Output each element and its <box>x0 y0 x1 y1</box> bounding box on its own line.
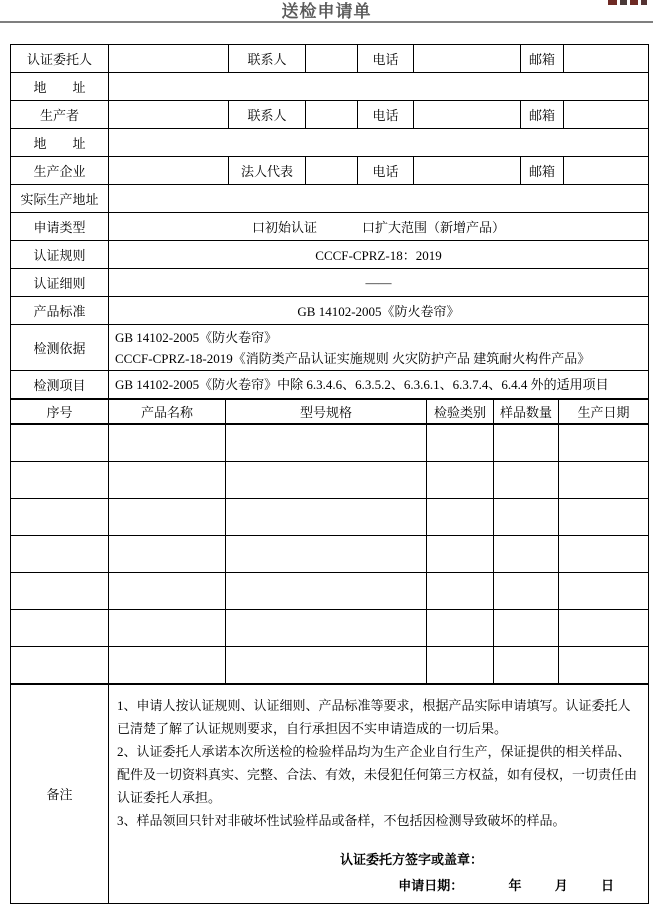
application-date-line[interactable] <box>117 874 638 897</box>
producer-phone-label: 电话 <box>358 101 414 129</box>
cropped-corner-logo-icon <box>608 0 647 5</box>
cell-seq[interactable] <box>11 498 109 535</box>
manufacturer-legal-label: 法人代表 <box>229 157 306 185</box>
cell-seq[interactable] <box>11 572 109 609</box>
test-basis-line2: CCCF-CPRZ-18-2019《消防类产品认证实施规则 火灾防护产品 建筑耐火构件产品》 <box>115 350 591 366</box>
info-table <box>10 44 649 399</box>
row-product-standard <box>11 297 649 325</box>
client-phone-field[interactable] <box>414 45 521 73</box>
manufacturer-label: 生产企业 <box>11 157 109 185</box>
test-basis-line1: GB 14102-2005《防火卷帘》 <box>115 329 278 345</box>
product-row <box>11 646 649 683</box>
cell-production-date[interactable] <box>559 498 649 535</box>
client-email-label: 邮箱 <box>521 45 564 73</box>
cell-model-spec[interactable] <box>226 609 427 646</box>
producer-phone-field[interactable] <box>414 101 521 129</box>
product-row <box>11 498 649 535</box>
cell-product-name[interactable] <box>109 424 226 461</box>
cell-sample-qty[interactable] <box>494 572 559 609</box>
manufacturer-phone-field[interactable] <box>414 157 521 185</box>
row-producer-address <box>11 129 649 157</box>
remarks-table <box>10 683 649 904</box>
client-address-field[interactable] <box>109 73 649 101</box>
cert-rule-value: CCCF-CPRZ-18：2019 <box>109 241 649 269</box>
row-cert-rule <box>11 241 649 269</box>
cell-production-date[interactable] <box>559 646 649 683</box>
cell-production-date[interactable] <box>559 609 649 646</box>
cell-seq[interactable] <box>11 609 109 646</box>
cell-sample-qty[interactable] <box>494 646 559 683</box>
cell-test-category[interactable] <box>427 535 494 572</box>
manufacturer-email-field[interactable] <box>564 157 649 185</box>
client-value-field[interactable] <box>109 45 229 73</box>
row-producer <box>11 101 649 129</box>
producer-address-label: 地 址 <box>11 129 109 157</box>
cert-rule-label: 认证规则 <box>11 241 109 269</box>
cell-test-category[interactable] <box>427 609 494 646</box>
cell-product-name[interactable] <box>109 461 226 498</box>
cell-sample-qty[interactable] <box>494 498 559 535</box>
product-standard-label: 产品标准 <box>11 297 109 325</box>
row-actual-address <box>11 185 649 213</box>
cell-sample-qty[interactable] <box>494 424 559 461</box>
producer-label: 生产者 <box>11 101 109 129</box>
remarks-note-1: 1、申请人按认证规则、认证细则、产品标准等要求，根据产品实际申请填写。认证委托人已清楚了解了认证规则要求，自行承担因不实申请造成的一切后果。 <box>117 697 631 736</box>
client-label: 认证委托人 <box>11 45 109 73</box>
cert-detail-label: 认证细则 <box>11 269 109 297</box>
client-address-label: 地 址 <box>11 73 109 101</box>
cell-seq[interactable] <box>11 646 109 683</box>
month-label: 月 <box>554 877 568 893</box>
remarks-note-2: 2、认证委托人承诺本次所送检的检验样品均为生产企业自行生产，保证提供的相关样品、配件及一切资料真实、完整、合法、有效，未侵犯任何第三方权益，如有侵权，一切责任由认证委托人承担。 <box>117 743 638 805</box>
row-certification-client <box>11 45 649 73</box>
cell-product-name[interactable] <box>109 646 226 683</box>
actual-address-field[interactable] <box>109 185 649 213</box>
cell-test-category[interactable] <box>427 572 494 609</box>
cell-production-date[interactable] <box>559 424 649 461</box>
product-row <box>11 572 649 609</box>
product-row <box>11 424 649 461</box>
col-header-test-category: 检验类别 <box>427 399 494 424</box>
actual-address-label: 实际生产地址 <box>11 185 109 213</box>
application-type-label: 申请类型 <box>11 213 109 241</box>
signature-line[interactable] <box>117 848 638 871</box>
cell-production-date[interactable] <box>559 572 649 609</box>
cell-seq[interactable] <box>11 424 109 461</box>
cell-test-category[interactable] <box>427 424 494 461</box>
cell-model-spec[interactable] <box>226 572 427 609</box>
row-test-basis <box>11 325 649 371</box>
cell-test-category[interactable] <box>427 498 494 535</box>
product-row <box>11 535 649 572</box>
cell-product-name[interactable] <box>109 535 226 572</box>
row-application-type <box>11 213 649 241</box>
producer-email-label: 邮箱 <box>521 101 564 129</box>
remarks-note-3: 3、样品领回只针对非破坏性试验样品或备样，不包括因检测导致破坏的样品。 <box>117 812 566 828</box>
product-row <box>11 609 649 646</box>
checkbox-initial-certification[interactable]: 口初始认证 <box>251 220 317 235</box>
col-header-production-date: 生产日期 <box>559 399 649 424</box>
page-title: 送检申请单 <box>281 2 372 21</box>
client-contact-label: 联系人 <box>229 45 306 73</box>
client-contact-field[interactable] <box>306 45 358 73</box>
producer-contact-label: 联系人 <box>229 101 306 129</box>
cell-sample-qty[interactable] <box>494 535 559 572</box>
cell-model-spec[interactable] <box>226 498 427 535</box>
cell-test-category[interactable] <box>427 646 494 683</box>
remarks-row <box>11 684 649 904</box>
year-label: 年 <box>508 877 522 893</box>
cell-seq[interactable] <box>11 535 109 572</box>
manufacturer-legal-field[interactable] <box>306 157 358 185</box>
cell-model-spec[interactable] <box>226 535 427 572</box>
col-header-sample-qty: 样品数量 <box>494 399 559 424</box>
manufacturer-value-field[interactable] <box>109 157 229 185</box>
cell-sample-qty[interactable] <box>494 609 559 646</box>
producer-contact-field[interactable] <box>306 101 358 129</box>
cell-model-spec[interactable] <box>226 461 427 498</box>
col-header-model-spec: 型号规格 <box>226 399 427 424</box>
cell-model-spec[interactable] <box>226 424 427 461</box>
manufacturer-email-label: 邮箱 <box>521 157 564 185</box>
producer-address-field[interactable] <box>109 129 649 157</box>
cell-production-date[interactable] <box>559 461 649 498</box>
checkbox-expand-scope[interactable]: 口扩大范围（新增产品） <box>362 220 506 235</box>
signature-label: 认证委托方签字或盖章： <box>339 851 483 867</box>
cert-detail-value: —— <box>109 269 649 297</box>
product-standard-value: GB 14102-2005《防火卷帘》 <box>109 297 649 325</box>
test-basis-label: 检测依据 <box>11 325 109 371</box>
client-phone-label: 电话 <box>358 45 414 73</box>
product-table <box>10 398 649 684</box>
day-label: 日 <box>600 877 614 893</box>
date-label: 申请日期： <box>398 877 464 893</box>
row-client-address <box>11 73 649 101</box>
cell-product-name[interactable] <box>109 498 226 535</box>
producer-value-field[interactable] <box>109 101 229 129</box>
test-items-value: GB 14102-2005《防火卷帘》中除 6.3.4.6、6.3.5.2、6.3.6.1、6.3.7.4、6.4.4 外的适用项目 <box>109 371 649 399</box>
cell-test-category[interactable] <box>427 461 494 498</box>
remarks-label: 备注 <box>11 684 109 904</box>
col-header-seq: 序号 <box>11 399 109 424</box>
producer-email-field[interactable] <box>564 101 649 129</box>
col-header-product-name: 产品名称 <box>109 399 226 424</box>
cell-sample-qty[interactable] <box>494 461 559 498</box>
client-email-field[interactable] <box>564 45 649 73</box>
product-row <box>11 461 649 498</box>
cell-product-name[interactable] <box>109 572 226 609</box>
row-test-items <box>11 371 649 399</box>
row-manufacturer <box>11 157 649 185</box>
row-cert-detail <box>11 269 649 297</box>
manufacturer-phone-label: 电话 <box>358 157 414 185</box>
cell-model-spec[interactable] <box>226 646 427 683</box>
cell-product-name[interactable] <box>109 609 226 646</box>
cell-seq[interactable] <box>11 461 109 498</box>
test-items-label: 检测项目 <box>11 371 109 399</box>
product-header-row <box>11 399 649 424</box>
cell-production-date[interactable] <box>559 535 649 572</box>
